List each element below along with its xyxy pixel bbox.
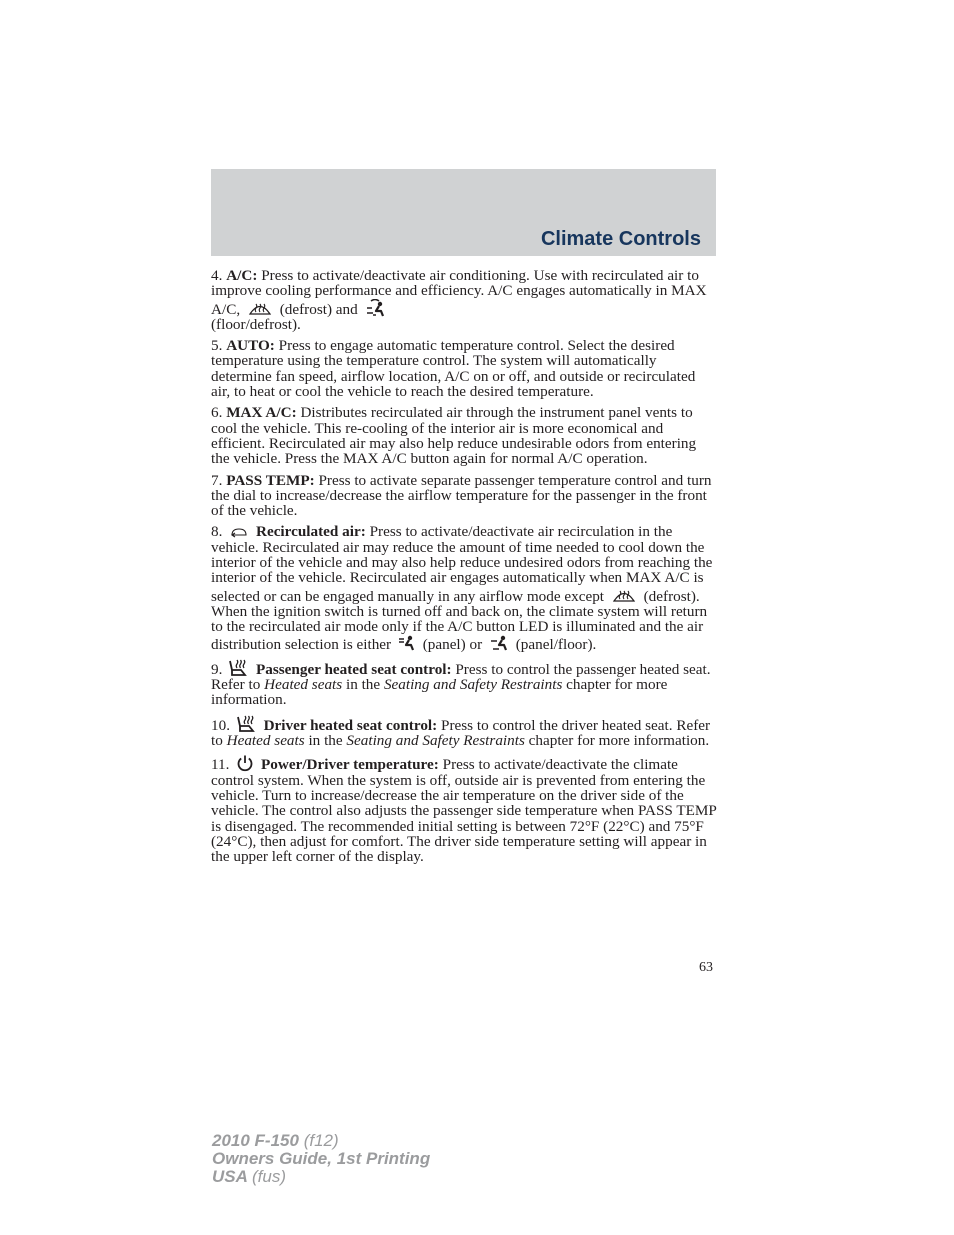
item-term: Power/Driver temperature: bbox=[261, 756, 439, 774]
item-reference: Seating and Safety Restraints bbox=[383, 676, 563, 694]
item-passenger-heated-seat bbox=[211, 658, 717, 708]
item-term: Recirculated air: bbox=[255, 523, 366, 541]
section-title: Climate Controls bbox=[540, 228, 701, 250]
item-term: A/C: bbox=[226, 267, 258, 284]
defrost-icon bbox=[611, 586, 637, 604]
footer-region: USA bbox=[212, 1167, 248, 1186]
item-text: Press to activate/deactivate air conditioning. Use with recirculated air to improve cooling performance and efficiency. A/C engages automatically in MAX A/C, bbox=[211, 267, 707, 318]
footer-region-code: (fus) bbox=[252, 1167, 286, 1186]
footer-model: 2010 F-150 bbox=[212, 1131, 299, 1150]
item-term: AUTO: bbox=[226, 337, 275, 355]
item-term: Driver heated seat control: bbox=[263, 716, 438, 734]
item-text: (panel) or bbox=[422, 635, 483, 653]
heated-seat-icon bbox=[229, 658, 249, 677]
footer-region-line bbox=[212, 1168, 430, 1186]
page-number: 63 bbox=[699, 960, 713, 975]
item-power-driver-temperature bbox=[211, 754, 717, 864]
item-driver-heated-seat bbox=[211, 714, 717, 749]
item-text: Press to control the passenger heated seat. Refer to bbox=[211, 660, 711, 694]
item-reference: Seating and Safety Restraints bbox=[346, 732, 525, 750]
defrost-icon bbox=[247, 299, 273, 317]
recirculate-icon bbox=[229, 527, 249, 539]
item-text: Press to activate separate passenger temperature control and turn the dial to increase/decrease the airflow temperature for the passenger in the front of the vehicle. bbox=[211, 471, 712, 520]
item-number: 11. bbox=[211, 756, 230, 774]
panel-icon bbox=[398, 635, 416, 652]
item-text: (floor/defrost). bbox=[211, 315, 301, 333]
item-text: Press to activate/deactivate the climate control system. When the system is off, outside air is prevented from entering the vehicle. Turn to increase/decrease the air temperature on the driver side of the vehicle. The control also adjusts the passenger side temperature when PASS TEMP is disengaged. The recommended initial setting is between 72°F (22°C) and 75°F (24°C), then adjust for comfort. The driver side temperature setting will appear in the upper left corner of the display. bbox=[211, 756, 717, 866]
item-text: (panel/floor). bbox=[515, 635, 597, 653]
item-pass-temp bbox=[211, 473, 717, 519]
item-max-ac bbox=[211, 405, 717, 466]
content bbox=[211, 268, 717, 870]
section-header bbox=[211, 169, 716, 256]
item-text: (defrost). When the ignition switch is turned off and back on, the climate system will return to the recirculated air mode only if the A/C button LED is illuminated and the air distribution selection is either bbox=[211, 587, 708, 653]
item-reference: Heated seats bbox=[264, 676, 343, 694]
power-icon bbox=[236, 754, 254, 772]
item-term: PASS TEMP: bbox=[226, 471, 315, 489]
item-text: in the bbox=[304, 732, 347, 750]
item-text: chapter for more information. bbox=[524, 732, 710, 750]
item-number: 7. bbox=[211, 471, 223, 489]
footer-model-code: (f12) bbox=[303, 1131, 339, 1150]
footer bbox=[212, 1132, 430, 1186]
item-number: 9. bbox=[211, 660, 223, 678]
item-text: chapter for more information. bbox=[211, 676, 668, 709]
item-number: 4. bbox=[211, 267, 223, 284]
item-text: Distributes recirculated air through the instrument panel vents to cool the vehicle. This re-cooling of the interior air is more economical and efficient. Recirculated air may also help reduce undesirable odors from entering the vehicle. Press the MAX A/C button again for normal A/C operation. bbox=[211, 404, 697, 468]
item-number: 10. bbox=[211, 716, 230, 734]
heated-seat-icon bbox=[237, 714, 257, 733]
item-recirculated-air bbox=[211, 524, 717, 651]
item-ac bbox=[211, 268, 717, 332]
item-term: Passenger heated seat control: bbox=[255, 660, 452, 678]
footer-guide: Owners Guide, 1st Printing bbox=[212, 1149, 431, 1168]
item-text: (defrost) and bbox=[279, 300, 358, 318]
item-reference: Heated seats bbox=[226, 732, 305, 750]
item-text: Press to engage automatic temperature control. Select the desired temperature using the temperature control. The system will automatically determine fan speed, airflow location, A/C on or off, and outside or recirculated air, to heat or cool the vehicle to reach the desired temperature. bbox=[211, 337, 696, 401]
item-text: Press to activate/deactivate air recirculation in the vehicle. Recirculated air may reduce the amount of time needed to cool down the interior of the vehicle and may also help reduce undesired odors from reaching the interior of the vehicle. Recirculated air engages automatically when MAX A/C is selected or can be engaged manually in any airflow mode except bbox=[211, 523, 713, 605]
item-number: 8. bbox=[211, 523, 223, 541]
item-auto bbox=[211, 338, 717, 399]
item-number: 6. bbox=[211, 404, 223, 422]
panel-floor-icon bbox=[489, 635, 509, 652]
floor-defrost-icon bbox=[365, 299, 387, 317]
item-term: MAX A/C: bbox=[226, 404, 297, 422]
item-text: in the bbox=[342, 676, 384, 694]
item-text: Press to control the driver heated seat. Refer to bbox=[211, 716, 711, 750]
footer-model-line bbox=[212, 1132, 430, 1150]
item-number: 5. bbox=[211, 337, 223, 355]
